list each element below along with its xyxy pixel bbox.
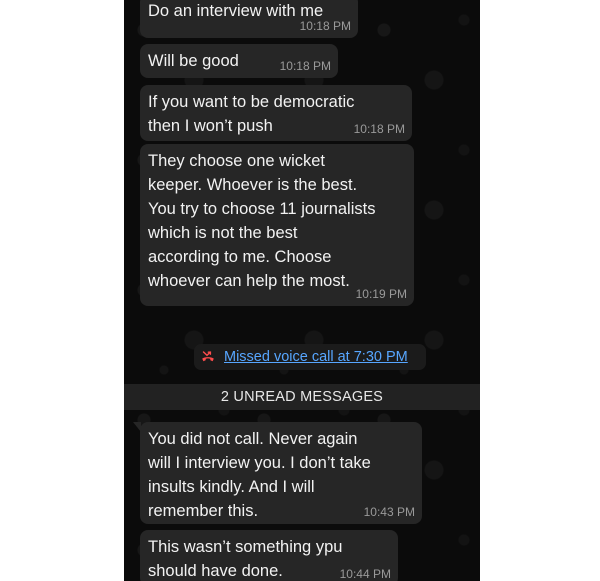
message-bubble[interactable] bbox=[140, 44, 338, 78]
message-bubble[interactable] bbox=[140, 0, 358, 38]
message-timestamp: 10:19 PM bbox=[355, 287, 407, 301]
message-timestamp: 10:18 PM bbox=[299, 19, 351, 33]
missed-call-label[interactable]: Missed voice call at 7:30 PM bbox=[224, 349, 408, 365]
message-text: Do an interview with me bbox=[148, 2, 324, 20]
message-text: They choose one wicket keeper. Whoever is the best. You try to choose 11 journalists which is not the best according to me. Choose whoever can help the most. bbox=[148, 152, 376, 290]
unread-messages-divider: 2 UNREAD MESSAGES bbox=[124, 384, 480, 410]
message-timestamp: 10:44 PM bbox=[339, 567, 391, 581]
message-timestamp: 10:18 PM bbox=[279, 59, 331, 73]
message-text: If you want to be democratic then I won’t push bbox=[148, 93, 355, 135]
message-bubble[interactable] bbox=[140, 530, 398, 581]
chat-screen bbox=[124, 0, 480, 581]
missed-call-icon bbox=[200, 349, 216, 365]
message-bubble[interactable] bbox=[140, 144, 414, 306]
message-timestamp: 10:43 PM bbox=[363, 505, 415, 519]
message-text: This wasn’t something ypu should have done. bbox=[148, 538, 343, 580]
message-timestamp: 10:18 PM bbox=[353, 122, 405, 136]
message-text: You did not call. Never again will I interview you. I don’t take insults kindly. And I will remember this. bbox=[148, 430, 371, 520]
missed-call-notice[interactable] bbox=[194, 344, 426, 370]
message-bubble[interactable] bbox=[140, 422, 422, 524]
message-text: Will be good bbox=[148, 52, 239, 70]
message-bubble[interactable] bbox=[140, 85, 412, 141]
